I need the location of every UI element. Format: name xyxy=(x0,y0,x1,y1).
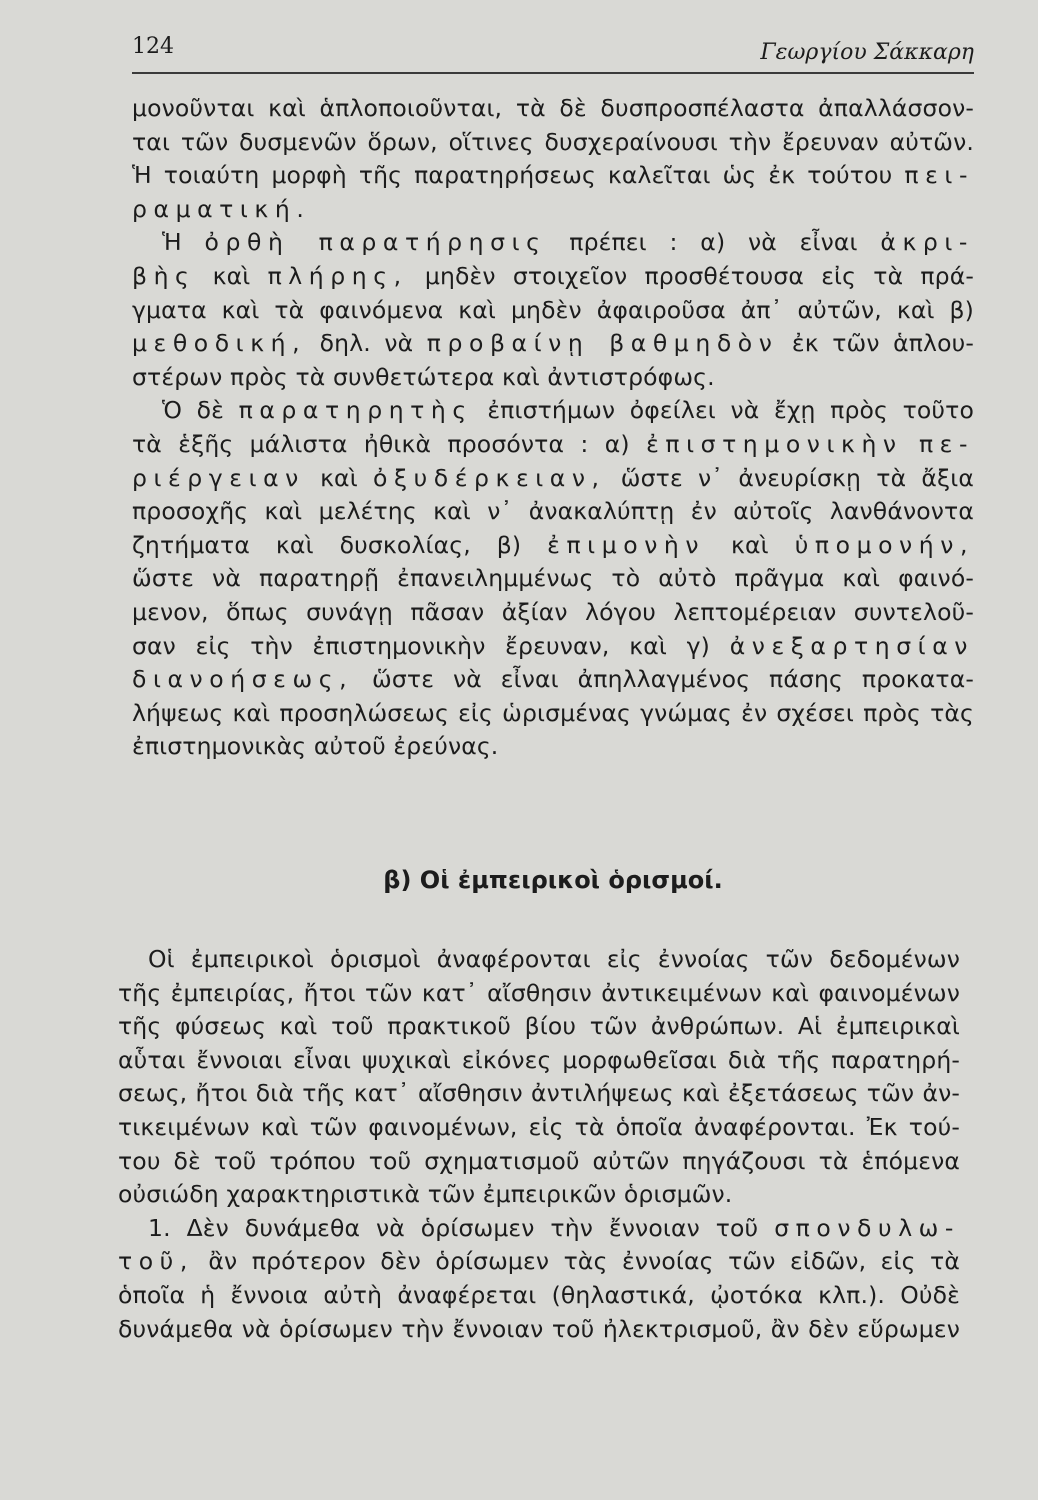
text-line: τικειμένων καὶ τῶν φαινομένων, εἰς τὰ ὁποῖα ἀναφέρονται. Ἐκ τού- xyxy=(118,1112,960,1141)
text-line: δυνάμεθα νὰ ὁρίσωμεν τὴν ἔννοιαν τοῦ ἠλεκτρισμοῦ, ἂν δὲν εὕρωμεν xyxy=(118,1314,960,1343)
text-line: ριέργειαν καὶ ὀξυδέρκειαν, ὥστε ν᾽ ἀνευρίσκῃ τὰ ἄξια xyxy=(132,463,975,492)
text-line: 1. Δὲν δυνάμεθα νὰ ὁρίσωμεν τὴν ἔννοιαν τοῦ σπονδυλω- xyxy=(148,1213,960,1242)
text-line: στέρων πρὸς τὰ συνθετώτερα καὶ ἀντιστρόφως. xyxy=(132,362,715,391)
text-line: Ὁ δὲ παρατηρητὴς ἐπιστήμων ὀφείλει νὰ ἔχῃ πρὸς τοῦτο xyxy=(162,396,974,425)
text-line: οὐσιώδη χαρακτηριστικὰ τῶν ἐμπειρικῶν ὁρισμῶν. xyxy=(118,1180,733,1209)
text-line: βὴς καὶ πλήρης, μηδὲν στοιχεῖον προσθέτουσα εἰς τὰ πρά- xyxy=(132,261,975,290)
section-heading: β) Οἱ ἐμπειρικοὶ ὁρισμοί. xyxy=(383,866,723,894)
text-line: ἐπιστημονικὰς αὐτοῦ ἐρεύνας. xyxy=(132,732,499,761)
text-line: ὁποῖα ἡ ἔννοια αὐτὴ ἀναφέρεται (θηλαστικά, ᾠοτόκα κλπ.). Οὐδὲ xyxy=(118,1280,960,1309)
body-text-section-1 xyxy=(132,92,974,764)
text-line: τῆς φύσεως καὶ τοῦ πρακτικοῦ βίου τῶν ἀνθρώπων. Αἱ ἐμπειρικαὶ xyxy=(118,1012,960,1041)
text-line: τὰ ἑξῆς μάλιστα ἠθικὰ προσόντα : α) ἐπιστημονικὴν πε- xyxy=(132,429,975,458)
body-text-section-2 xyxy=(118,943,960,1346)
text-line: Οἱ ἐμπειρικοὶ ὁρισμοὶ ἀναφέρονται εἰς ἐννοίας τῶν δεδομένων xyxy=(148,945,960,973)
page-header xyxy=(132,32,974,74)
text-line: ὥστε νὰ παρατηρῇ ἐπανειλημμένως τὸ αὐτὸ πρᾶγμα καὶ φαινό- xyxy=(132,564,974,593)
text-line: τοῦ, ἂν πρότερον δὲν ὁρίσωμεν τὰς ἐννοίας τῶν εἰδῶν, εἰς τὰ xyxy=(118,1247,960,1276)
text-line: τῆς ἐμπειρίας, ἤτοι τῶν κατ᾽ αἴσθησιν ἀντικειμένων καὶ φαινομένων xyxy=(118,978,960,1007)
text-line: του δὲ τοῦ τρόπου τοῦ σχηματισμοῦ αὐτῶν πηγάζουσι τὰ ἑπόμενα xyxy=(118,1146,960,1175)
running-head: Γεωργίου Σάκκαρη xyxy=(760,40,974,65)
page-number: 124 xyxy=(132,34,174,59)
text-line: προσοχῆς καὶ μελέτης καὶ ν᾽ ἀνακαλύπτῃ ἐν αὐτοῖς λανθάνοντα xyxy=(132,497,974,526)
text-line: Ἡ τοιαύτη μορφὴ τῆς παρατηρήσεως καλεῖται ὡς ἐκ τούτου πει- xyxy=(132,161,975,190)
text-line: αὗται ἔννοιαι εἶναι ψυχικαὶ εἰκόνες μορφωθεῖσαι διὰ τῆς παρατηρή- xyxy=(118,1045,960,1074)
text-line: διανοήσεως, ὥστε νὰ εἶναι ἀπηλλαγμένος πάσης προκατα- xyxy=(132,665,974,694)
text-line: μεθοδική, δηλ. νὰ προβαίνῃ βαθμηδὸν ἐκ τῶν ἁπλου- xyxy=(132,329,974,358)
text-line: γματα καὶ τὰ φαινόμενα καὶ μηδὲν ἀφαιροῦσα ἀπ᾽ αὐτῶν, καὶ β) xyxy=(132,295,974,324)
text-line: μενον, ὅπως συνάγῃ πᾶσαν ἀξίαν λόγου λεπτομέρειαν συντελοῦ- xyxy=(132,597,974,626)
text-line: λήψεως καὶ προσηλώσεως εἰς ὡρισμένας γνώμας ἐν σχέσει πρὸς τὰς xyxy=(132,698,974,727)
text-line: σεως, ἤτοι διὰ τῆς κατ᾽ αἴσθησιν ἀντιλήψεως καὶ ἐξετάσεως τῶν ἀν- xyxy=(118,1079,960,1108)
text-line: μονοῦνται καὶ ἁπλοποιοῦνται, τὰ δὲ δυσπροσπέλαστα ἀπαλλάσσον- xyxy=(132,94,974,122)
text-line: ραματική. xyxy=(132,194,311,223)
text-line: σαν εἰς τὴν ἐπιστημονικὴν ἔρευναν, καὶ γ) ἀνεξαρτησίαν xyxy=(132,631,974,660)
text-line: ζητήματα καὶ δυσκολίας, β) ἐπιμονὴν καὶ ὑπομονήν, xyxy=(132,530,974,559)
text-line: Ἡ ὀρθὴ παρατήρησις πρέπει : α) νὰ εἶναι ἀκρι- xyxy=(162,228,974,257)
text-line: ται τῶν δυσμενῶν ὅρων, οἵτινες δυσχεραίνουσι τὴν ἔρευναν αὐτῶν. xyxy=(132,127,974,156)
